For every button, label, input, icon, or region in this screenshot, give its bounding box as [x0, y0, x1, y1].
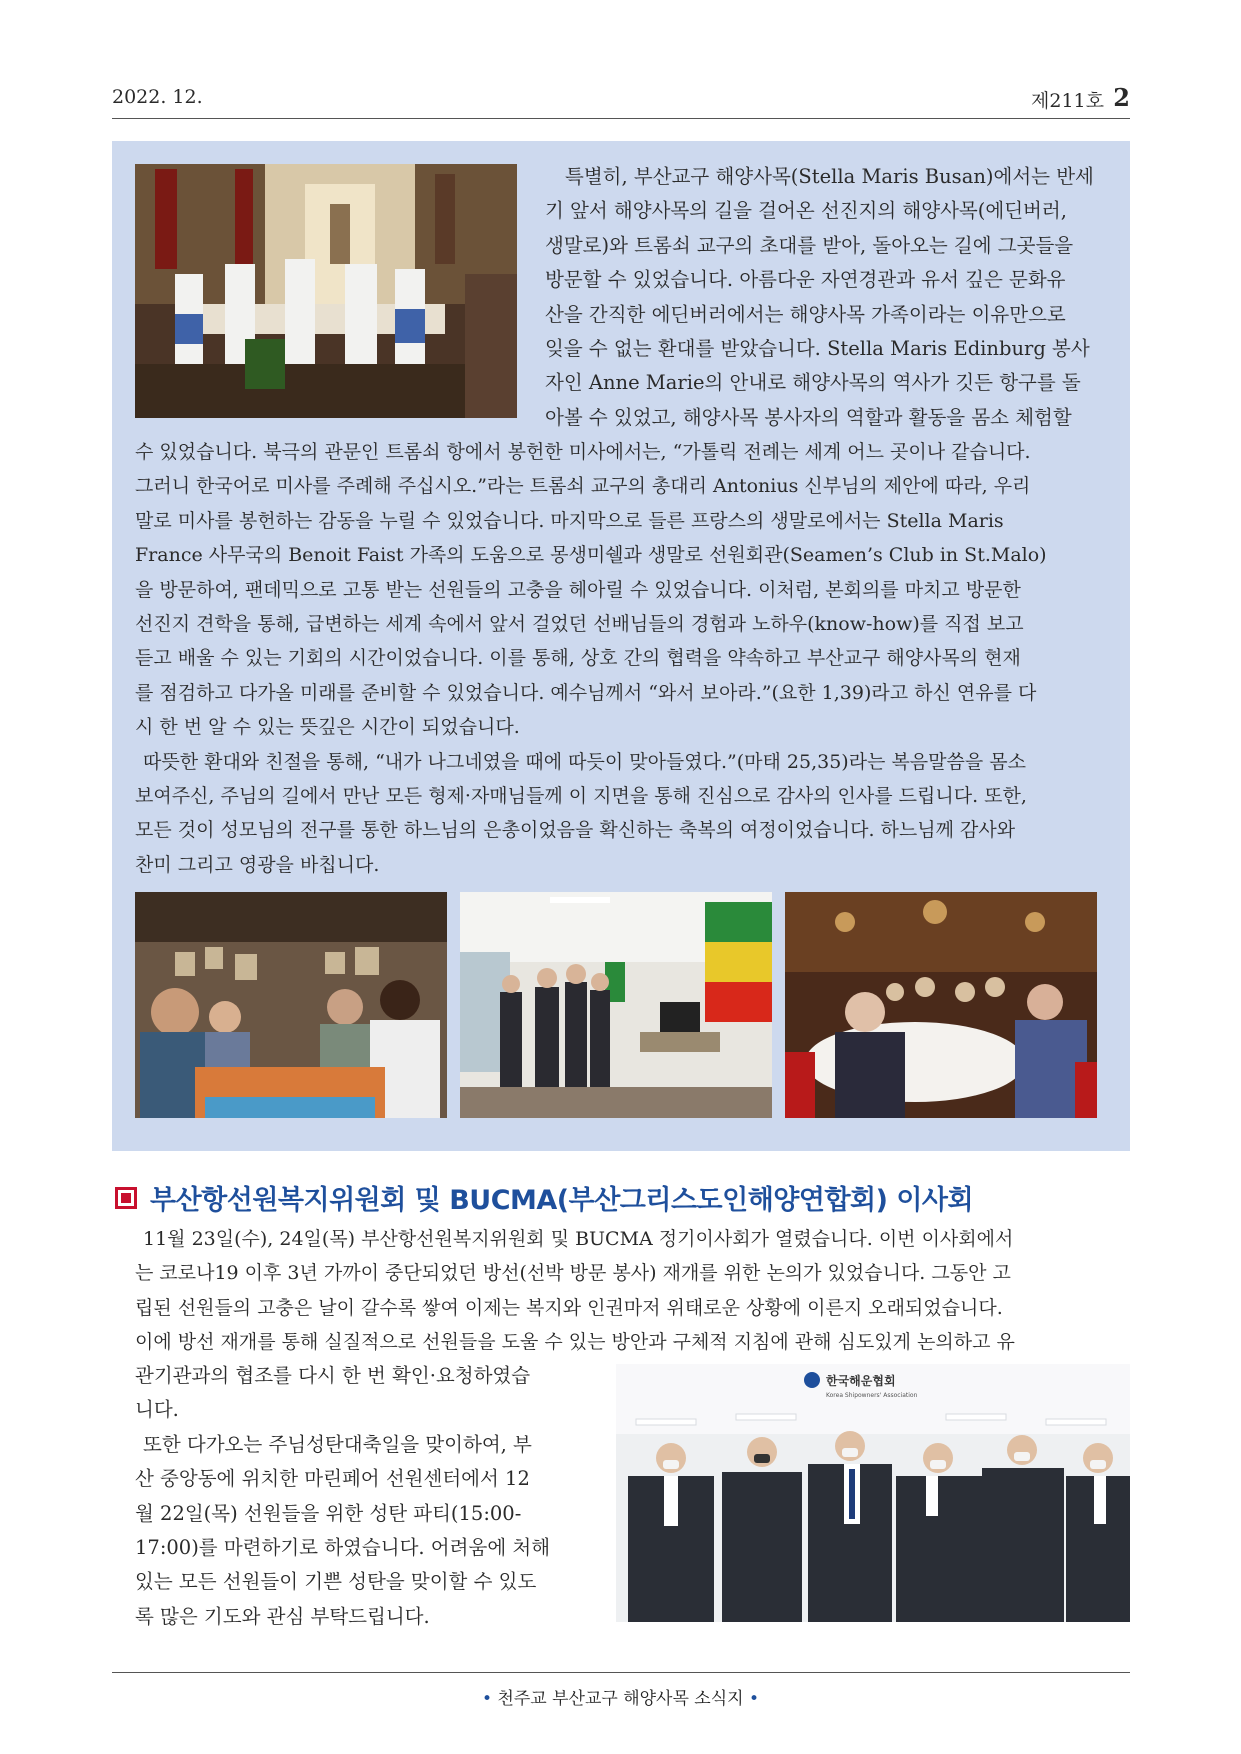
text-line: 기 앞서 해양사목의 길을 걸어온 선진지의 해양사목(에딘버러, [545, 199, 1067, 223]
section-bullet-icon [115, 1187, 137, 1209]
text-line: 을 방문하여, 팬데믹으로 고통 받는 선원들의 고충을 헤아릴 수 있었습니다. 이처럼, 본회의를 마치고 방문한 [135, 578, 1021, 601]
issue-date: 2022. 12. [112, 86, 203, 108]
text-line: 립된 선원들의 고충은 날이 갈수록 쌓여 이제는 복지와 인권마저 위태로운 상황에 이른지 오래되었습니다. [135, 1296, 1003, 1319]
text-line: 산을 간직한 에딘버러에서는 해양사목 가족이라는 이유만으로 [545, 302, 1066, 326]
article-body-lines [135, 435, 1105, 882]
text-line: France 사무국의 Benoit Faist 가족의 도움으로 몽생미쉘과 생말로 선원회관(Seamen’s Club in St.Malo) [135, 544, 1047, 567]
text-line: 선진지 견학을 통해, 급변하는 세계 속에서 앞서 걸었던 선배님들의 경험과 노하우(know-how)를 직접 보고 [135, 613, 1024, 636]
text-line: 그러니 한국어로 미사를 주례해 주십시오.”라는 트롬쇠 교구의 총대리 Antonius 신부님의 제안에 따라, 우리 [135, 475, 1031, 498]
text-line: 록 많은 기도와 관심 부탁드립니다. [135, 1604, 430, 1628]
text-line: 듣고 배울 수 있는 기회의 시간이었습니다. 이를 통해, 상호 간의 협력을 약속하고 부산교구 해양사목의 현재 [135, 647, 1021, 670]
text-line: 찬미 그리고 영광을 바칩니다. [135, 853, 380, 876]
text-line: 월 22일(목) 선원들을 위한 성탄 파티(15:00- [135, 1501, 522, 1525]
text-line: 자인 Anne Marie의 안내로 해양사목의 역사가 깃든 항구를 돌 [545, 371, 1081, 395]
text-line: 는 코로나19 이후 3년 가까이 중단되었던 방선(선박 방문 봉사) 재개를 위한 논의가 있었습니다. 그동안 고 [135, 1262, 1011, 1285]
photo-seamens-club [460, 892, 772, 1118]
text-line: 특별히, 부산교구 해양사목(Stella Maris Busan)에서는 반세 [565, 165, 1094, 188]
text-line: 생말로)와 트롬쇠 교구의 초대를 받아, 돌아오는 길에 그곳들을 [545, 233, 1074, 257]
text-line: 아볼 수 있었고, 해양사목 봉사자의 역할과 활동을 몸소 체험할 [545, 405, 1072, 429]
photo-board-meeting-group [616, 1364, 1130, 1622]
footer-bullet-right: • [748, 1689, 759, 1709]
photo-sign-sub: Korea Shipowners' Association [826, 1392, 918, 1399]
text-line: 11월 23일(수), 24일(목) 부산항선원복지위원회 및 BUCMA 정기이사회가 열렸습니다. 이번 이사회에서 [143, 1228, 1014, 1250]
photo-mass-chapel [135, 164, 517, 418]
section2-body-lines [135, 1222, 1130, 1360]
footer-rule [112, 1672, 1130, 1673]
section-title-text: 부산항선원복지위원회 및 BUCMA(부산그리스도인해양연합회) 이사회 [150, 1185, 974, 1216]
text-line: 17:00)를 마련하기로 하였습니다. 어려움에 처해 [135, 1536, 551, 1560]
text-line: 수 있었습니다. 북극의 관문인 트롬쇠 항에서 봉헌한 미사에서는, “가톨릭 전례는 세계 어느 곳이나 같습니다. [135, 441, 1031, 463]
text-line: 이에 방선 재개를 통해 실질적으로 선원들을 도울 수 있는 방안과 구체적 지침에 관해 심도있게 논의하고 유 [135, 1331, 1015, 1354]
footer-bullet-left: • [482, 1689, 493, 1709]
page-footer [0, 1684, 1241, 1709]
text-line: 니다. [135, 1398, 179, 1422]
page-number: 2 [1113, 83, 1130, 112]
issue-number: 제211호 [1031, 90, 1104, 112]
text-line: 따뜻한 환대와 친절을 통해, “내가 나그네였을 때에 따듯이 맞아들였다.”(마태 25,35)라는 복음말씀을 몸소 [143, 750, 1026, 773]
section-title [112, 1178, 1130, 1222]
text-line: 시 한 번 알 수 있는 뜻깊은 시간이 되었습니다. [135, 716, 520, 739]
text-line: 또한 다가오는 주님성탄대축일을 맞이하여, 부 [143, 1432, 532, 1456]
text-line: 모든 것이 성모님의 전구를 통한 하느님의 은총이었음을 확신하는 축복의 여정이었습니다. 하느님께 감사와 [135, 819, 1016, 842]
text-line: 보여주신, 주님의 길에서 만난 모든 형제·자매님들께 이 지면을 통해 진심으로 감사의 인사를 드립니다. 또한, [135, 785, 1027, 808]
photo-sign-name: 한국해운협회 [826, 1374, 896, 1388]
text-line: 있는 모든 선원들이 기쁜 성탄을 맞이할 수 있도 [135, 1570, 537, 1594]
page-header [112, 83, 1130, 119]
article-intro-lines [545, 160, 1105, 435]
text-line: 잊을 수 없는 환대를 받았습니다. Stella Maris Edinburg 봉사 [545, 337, 1090, 361]
photo-dinner-cabin [135, 892, 447, 1118]
section2-side-lines [135, 1359, 595, 1634]
text-line: 산 중앙동에 위치한 마린페어 선원센터에서 12 [135, 1467, 530, 1491]
text-line: 방문할 수 있었습니다. 아름다운 자연경관과 유서 깊은 문화유 [545, 268, 1066, 292]
text-line: 관기관과의 협조를 다시 한 번 확인·요청하였습 [135, 1364, 531, 1387]
text-line: 말로 미사를 봉헌하는 감동을 누릴 수 있었습니다. 마지막으로 들른 프랑스의 생말로에서는 Stella Maris [135, 509, 1004, 532]
photo-gala-dinner [785, 892, 1097, 1118]
text-line: 를 점검하고 다가올 미래를 준비할 수 있었습니다. 예수님께서 “와서 보아라.”(요한 1,39)라고 하신 연유를 다 [135, 681, 1037, 704]
footer-text: 천주교 부산교구 해양사목 소식지 [497, 1689, 744, 1709]
